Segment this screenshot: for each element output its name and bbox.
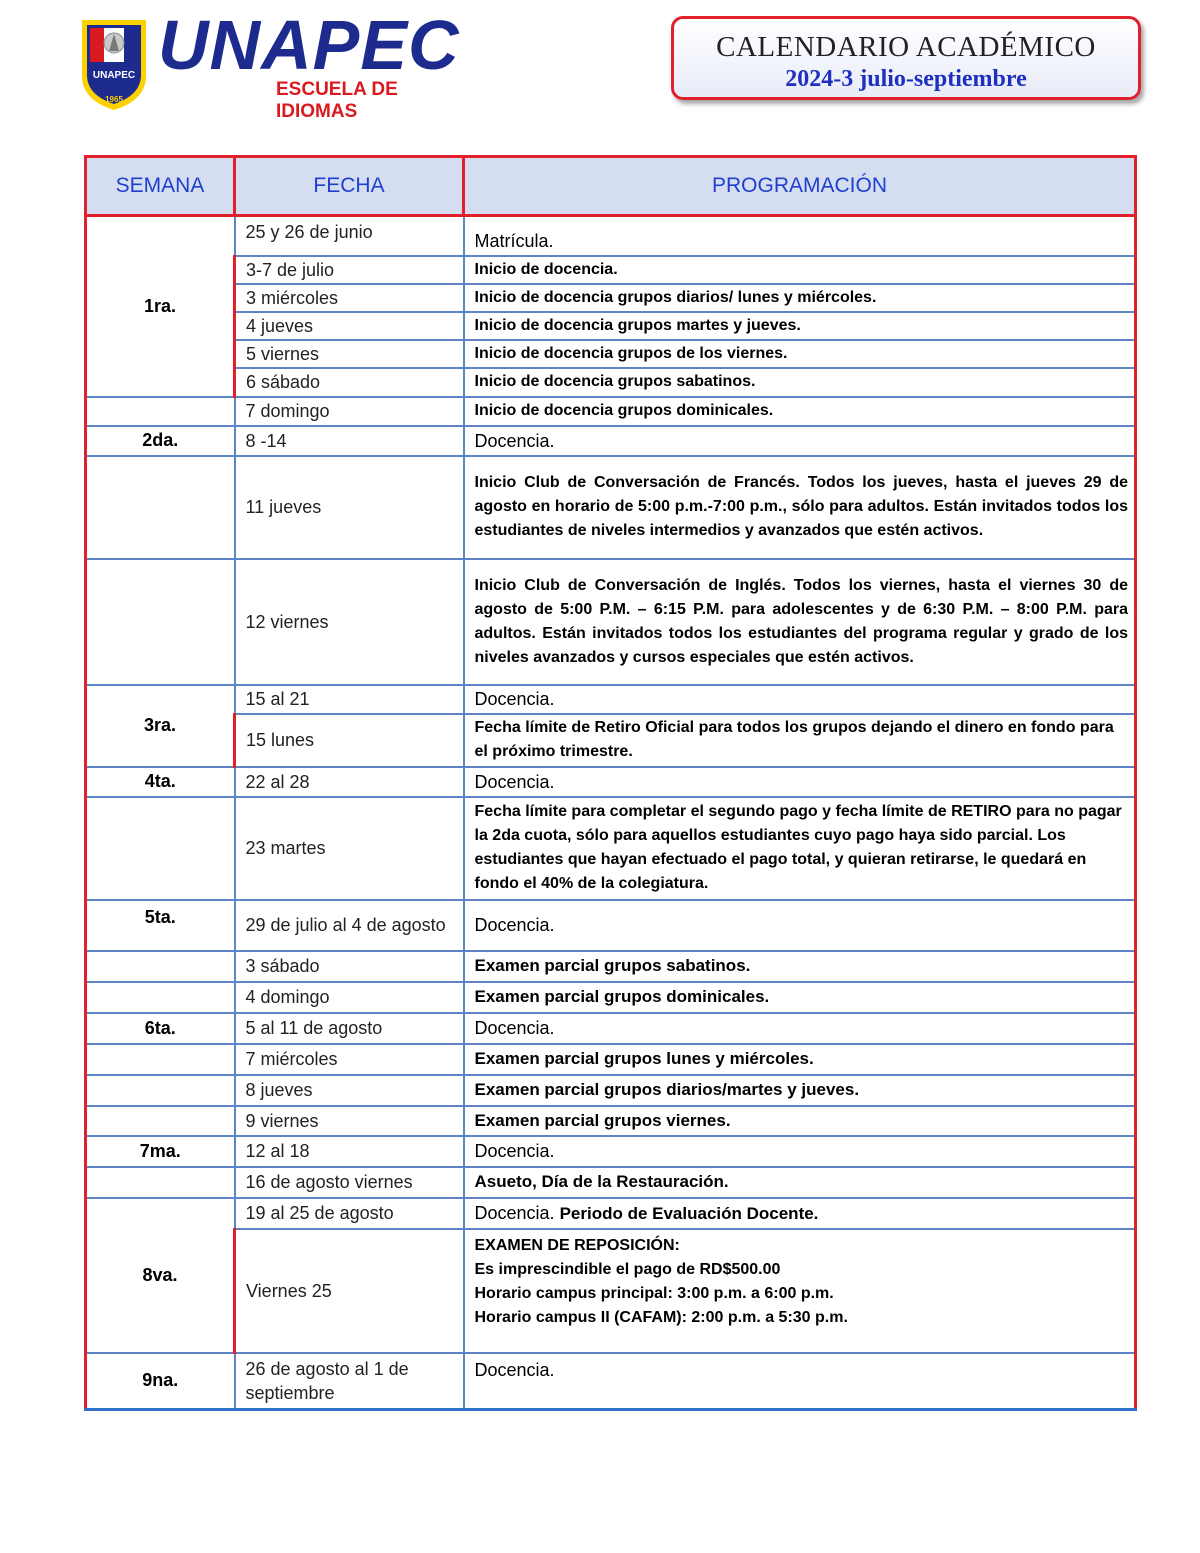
semana-cell: 6ta. xyxy=(86,1013,235,1044)
fecha-cell: 8 jueves xyxy=(235,1075,464,1106)
fecha-cell: 9 viernes xyxy=(235,1106,464,1136)
fecha-cell: 15 lunes xyxy=(235,714,464,767)
table-row xyxy=(86,900,1136,951)
programacion-cell: Examen parcial grupos sabatinos. xyxy=(464,951,1136,982)
programacion-cell: Examen parcial grupos diarios/martes y jueves. xyxy=(464,1075,1136,1106)
fecha-cell: 8 -14 xyxy=(235,426,464,456)
semana-cell: 7ma. xyxy=(86,1136,235,1167)
header-semana: SEMANA xyxy=(86,157,235,216)
programacion-cell: Examen parcial grupos lunes y miércoles. xyxy=(464,1044,1136,1075)
table-row xyxy=(86,216,1136,256)
shield-name: UNAPEC xyxy=(92,70,136,81)
table-header-row xyxy=(86,157,1136,216)
semana-cell xyxy=(86,456,235,559)
fecha-cell: 25 y 26 de junio xyxy=(235,216,464,256)
table-row xyxy=(86,1044,1136,1075)
table-row xyxy=(86,426,1136,456)
table-row xyxy=(86,797,1136,900)
shield-year: 1965 xyxy=(105,95,123,104)
table-row xyxy=(86,982,1136,1013)
semana-cell: 4ta. xyxy=(86,767,235,797)
programacion-cell: Docencia. xyxy=(464,1136,1136,1167)
fecha-cell: 3-7 de julio xyxy=(235,256,464,284)
fecha-cell: 3 sábado xyxy=(235,951,464,982)
semana-cell: 3ra. xyxy=(86,685,235,767)
fecha-cell: 4 jueves xyxy=(235,312,464,340)
semana-cell xyxy=(86,951,235,982)
table-row xyxy=(86,1198,1136,1229)
table-row xyxy=(86,1136,1136,1167)
semana-cell: 2da. xyxy=(86,426,235,456)
semana-cell xyxy=(86,982,235,1013)
fecha-cell: 6 sábado xyxy=(235,368,464,397)
fecha-cell: 5 viernes xyxy=(235,340,464,368)
table-row xyxy=(86,685,1136,714)
fecha-cell: 12 al 18 xyxy=(235,1136,464,1167)
semana-cell xyxy=(86,1075,235,1106)
programacion-cell: Inicio Club de Conversación de Inglés. Todos los viernes, hasta el viernes 30 de agosto de 5:00 P.M. – 6:15 P.M. para adolescentes y de 6:30 P.M. – 8:00 P.M. para adultos. Están invitados todos los estudiantes del programa regular y grado de los niveles avanzados y cursos especiales que estén activos. xyxy=(464,559,1136,685)
fecha-cell: 22 al 28 xyxy=(235,767,464,797)
fecha-cell: 7 domingo xyxy=(235,397,464,426)
table-row xyxy=(86,559,1136,685)
calendar-title-box xyxy=(671,16,1141,100)
brand-name: UNAPEC xyxy=(158,6,460,84)
fecha-cell: 29 de julio al 4 de agosto xyxy=(235,900,464,951)
header-programacion: PROGRAMACIÓN xyxy=(464,157,1136,216)
semana-cell xyxy=(86,1106,235,1136)
header-fecha: FECHA xyxy=(235,157,464,216)
programacion-text: Docencia. xyxy=(474,1202,555,1223)
fecha-cell: 5 al 11 de agosto xyxy=(235,1013,464,1044)
calendar-title: CALENDARIO ACADÉMICO xyxy=(716,31,1096,63)
reposicion-pago: Es imprescindible el pago de RD$500.00 xyxy=(474,1260,781,1278)
table-row xyxy=(86,1167,1136,1198)
unapec-logo xyxy=(78,6,478,122)
fecha-cell: Viernes 25 xyxy=(235,1229,464,1353)
table-row xyxy=(86,456,1136,559)
calendar-table xyxy=(84,155,1137,1411)
table-row xyxy=(86,284,1136,312)
semana-cell: 9na. xyxy=(86,1353,235,1410)
semana-cell xyxy=(86,397,235,426)
programacion-cell: Docencia. xyxy=(464,1353,1136,1410)
semana-cell xyxy=(86,797,235,900)
programacion-cell xyxy=(464,1198,1136,1229)
programacion-cell: Inicio de docencia grupos de los viernes. xyxy=(464,340,1136,368)
semana-cell: 8va. xyxy=(86,1198,235,1353)
programacion-cell: Docencia. xyxy=(464,685,1136,714)
table-row xyxy=(86,312,1136,340)
programacion-cell: Docencia. xyxy=(464,1013,1136,1044)
table-row xyxy=(86,951,1136,982)
programacion-cell: Matrícula. xyxy=(464,216,1136,256)
programacion-cell: Inicio de docencia grupos martes y jueves. xyxy=(464,312,1136,340)
fecha-cell: 15 al 21 xyxy=(235,685,464,714)
semana-cell xyxy=(86,559,235,685)
fecha-cell: 7 miércoles xyxy=(235,1044,464,1075)
programacion-cell: Fecha límite de Retiro Oficial para todos los grupos dejando el dinero en fondo para el próximo trimestre. xyxy=(464,714,1136,767)
programacion-cell: Examen parcial grupos viernes. xyxy=(464,1106,1136,1136)
table-row xyxy=(86,1106,1136,1136)
table-row xyxy=(86,767,1136,797)
semana-cell xyxy=(86,1167,235,1198)
programacion-extra: Periodo de Evaluación Docente. xyxy=(559,1203,819,1223)
programacion-cell: Inicio de docencia grupos sabatinos. xyxy=(464,368,1136,397)
fecha-cell: 12 viernes xyxy=(235,559,464,685)
fecha-cell: 11 jueves xyxy=(235,456,464,559)
programacion-cell: Inicio Club de Conversación de Francés. Todos los jueves, hasta el jueves 29 de agosto en horario de 5:00 p.m.-7:00 p.m., sólo para adultos. Están invitados todos los estudiantes de niveles intermedios y avanzados que estén activos. xyxy=(464,456,1136,559)
calendar-period: 2024-3 julio-septiembre xyxy=(785,66,1027,92)
fecha-cell: 23 martes xyxy=(235,797,464,900)
reposicion-horario-cafam: Horario campus II (CAFAM): 2:00 p.m. a 5:30 p.m. xyxy=(474,1308,848,1326)
brand-subtitle: ESCUELA DE IDIOMAS xyxy=(276,79,398,122)
table-row xyxy=(86,340,1136,368)
programacion-cell: Docencia. xyxy=(464,767,1136,797)
table-row xyxy=(86,397,1136,426)
programacion-cell: Inicio de docencia. xyxy=(464,256,1136,284)
fecha-cell: 4 domingo xyxy=(235,982,464,1013)
programacion-cell: Docencia. xyxy=(464,426,1136,456)
fecha-cell: 26 de agosto al 1 de septiembre xyxy=(235,1353,464,1410)
table-row xyxy=(86,1353,1136,1410)
programacion-cell: Inicio de docencia grupos diarios/ lunes y miércoles. xyxy=(464,284,1136,312)
semana-cell: 5ta. xyxy=(86,900,235,951)
programacion-cell: Examen parcial grupos dominicales. xyxy=(464,982,1136,1013)
unapec-shield-icon xyxy=(78,16,150,112)
table-row xyxy=(86,714,1136,767)
semana-cell: 1ra. xyxy=(86,216,235,397)
reposicion-title: EXAMEN DE REPOSICIÓN: xyxy=(474,1236,680,1254)
table-row xyxy=(86,1013,1136,1044)
programacion-cell xyxy=(464,1229,1136,1353)
fecha-cell: 19 al 25 de agosto xyxy=(235,1198,464,1229)
table-row xyxy=(86,1229,1136,1353)
fecha-cell: 3 miércoles xyxy=(235,284,464,312)
programacion-cell: Fecha límite para completar el segundo pago y fecha límite de RETIRO para no pagar la 2da cuota, sólo para aquellos estudiantes cuyo pago haya sido parcial. Los estudiantes que hayan efectuado el pago total, y quieran retirarse, le quedará en fondo el 40% de la colegiatura. xyxy=(464,797,1136,900)
table-row xyxy=(86,256,1136,284)
table-row xyxy=(86,368,1136,397)
fecha-cell: 16 de agosto viernes xyxy=(235,1167,464,1198)
programacion-cell: Asueto, Día de la Restauración. xyxy=(464,1167,1136,1198)
semana-cell xyxy=(86,1044,235,1075)
table-row xyxy=(86,1075,1136,1106)
reposicion-horario-principal: Horario campus principal: 3:00 p.m. a 6:00 p.m. xyxy=(474,1284,834,1302)
programacion-cell: Inicio de docencia grupos dominicales. xyxy=(464,397,1136,426)
programacion-cell: Docencia. xyxy=(464,900,1136,951)
